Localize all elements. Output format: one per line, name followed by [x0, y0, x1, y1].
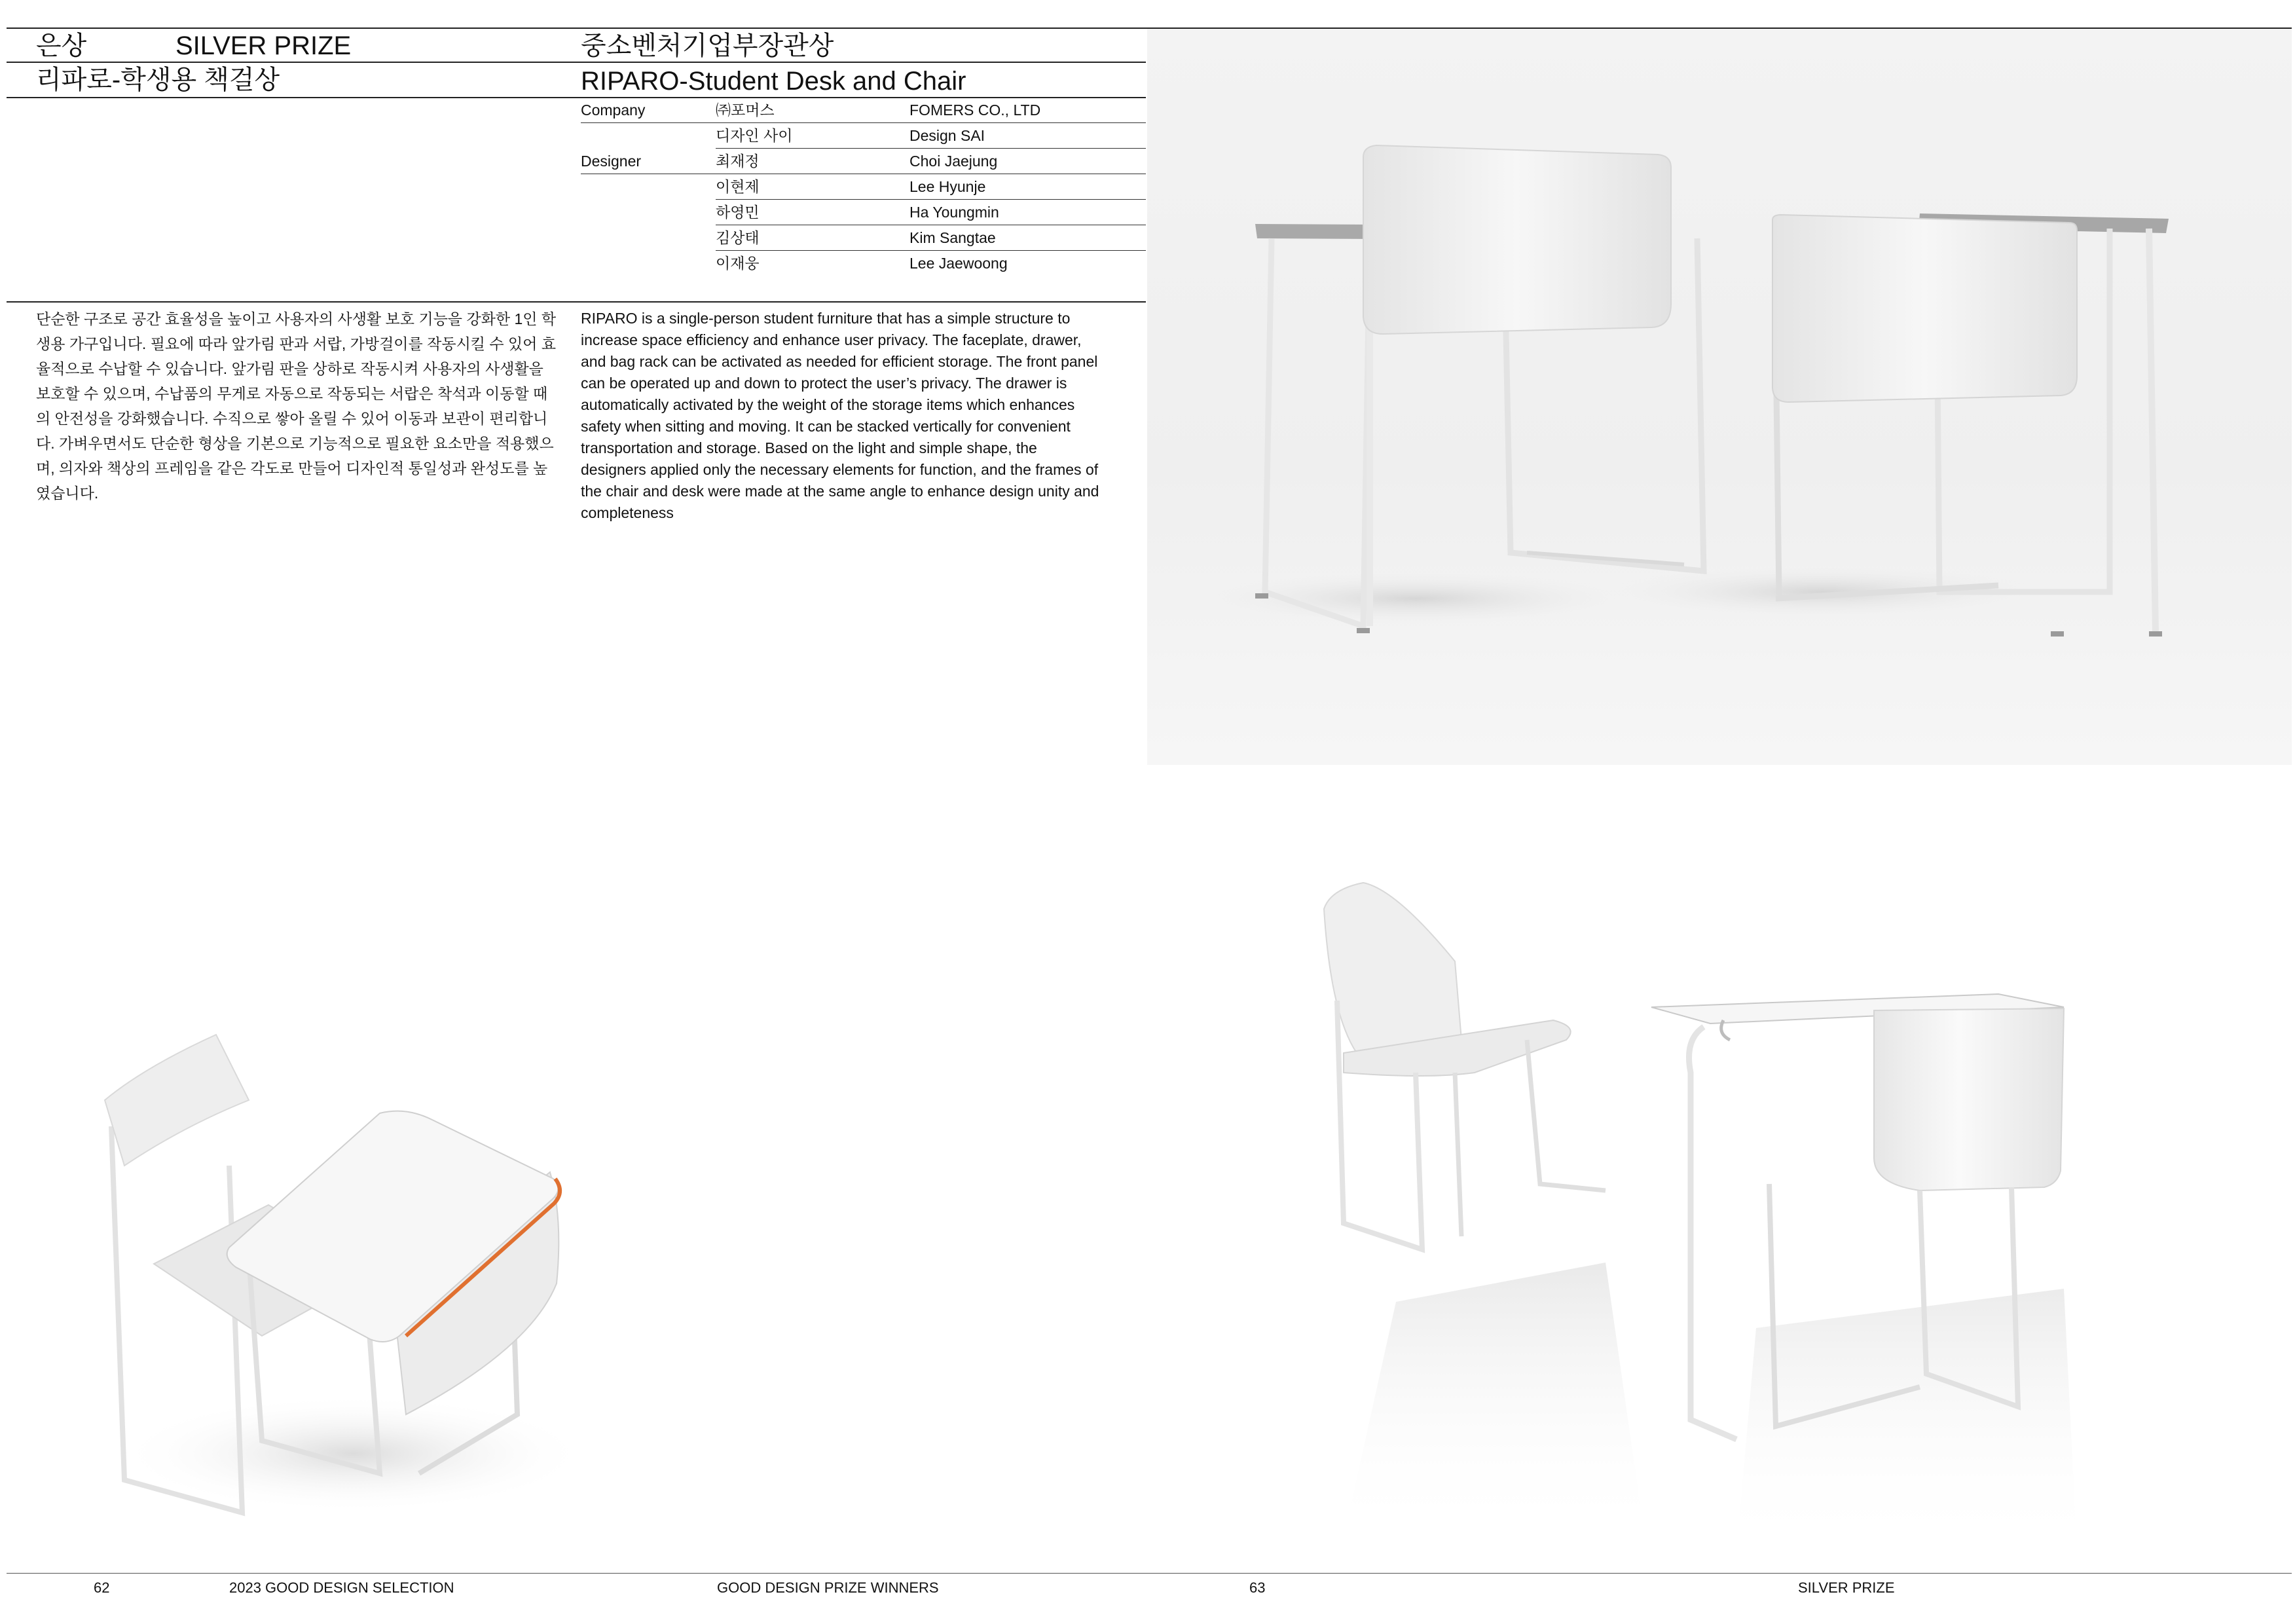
description-rule: [7, 301, 1146, 303]
desk-chair-perspective-illustration: [1147, 765, 2292, 1569]
credit-name-kr: 하영민: [716, 204, 760, 221]
credit-role: Company: [581, 101, 646, 119]
description-kr: 단순한 구조로 공간 효율성을 높이고 사용자의 사생활 보호 기능을 강화한 1인 학생용 가구입니다. 필요에 따라 앞가림 판과 서랍, 가방걸이를 작동시킬 수 있어 효율적으로 수납할 수 있습니다. 앞가림 판을 상하로 작동시켜 사용자의 사생활을 보호할 수 있으며, 수납품의 무게로 자동으로 작동되는 서랍은 착석과 이동할 때의 안전성을 강화했습니다. 수직으로 쌓아 올릴 수 있어 이동과 보관이 편리합니다. 가벼우면서도 단순한 형상을 기본으로 기능적으로 필요한 요소만을 적용했으며, 의자와 책상의 프레임을 같은 각도로 만들어 디자인적 통일성과 완성도를 높였습니다.: [36, 310, 557, 502]
ministry-prize-title: 중소벤처기업부장관상: [581, 31, 834, 60]
credit-row: [716, 251, 1146, 276]
desk-chair-top-view-illustration: [13, 760, 1146, 1569]
footer-title-right: SILVER PRIZE: [1798, 1579, 1895, 1596]
credit-row: [716, 200, 1146, 225]
credit-name-en: Choi Jaejung: [909, 153, 998, 170]
credit-row: [716, 123, 1146, 149]
credit-name-kr: 디자인 사이: [716, 127, 793, 144]
credit-name-kr: ㈜포머스: [716, 101, 775, 119]
header-rule: [7, 62, 1146, 63]
credit-name-en: Lee Hyunje: [909, 178, 986, 195]
credit-role: Designer: [581, 153, 642, 170]
credit-row: [581, 149, 1146, 174]
product-name-en: RIPARO-Student Desk and Chair: [581, 67, 966, 96]
page-number-left: 62: [94, 1579, 110, 1596]
credit-row: [581, 98, 1146, 123]
credit-name-en: FOMERS CO., LTD: [909, 101, 1041, 119]
award-title-kr: 은상: [36, 31, 87, 60]
credit-name-en: Lee Jaewoong: [909, 255, 1008, 272]
credits-table: [581, 98, 1146, 276]
photo-desk-chair-perspective: [1147, 765, 2292, 1569]
credit-name-kr: 김상태: [716, 229, 760, 246]
footer-rule: [7, 1573, 2292, 1574]
credit-name-en: Design SAI: [909, 127, 985, 144]
credit-name-kr: 이재웅: [716, 255, 760, 272]
award-title-en: SILVER PRIZE: [175, 31, 352, 60]
footer-title-center: GOOD DESIGN PRIZE WINNERS: [717, 1579, 939, 1596]
photo-desks-back-view: [1147, 29, 2292, 765]
desks-back-view-illustration: [1147, 29, 2292, 765]
page-number-right: 63: [1249, 1579, 1266, 1596]
product-name-kr: 리파로-학생용 책걸상: [36, 65, 280, 94]
credit-name-kr: 이현제: [716, 178, 760, 195]
credit-name-en: Kim Sangtae: [909, 229, 996, 246]
photo-desk-chair-top-view: [13, 760, 1146, 1569]
footer-title-left: 2023 GOOD DESIGN SELECTION: [229, 1579, 454, 1596]
description-en: RIPARO is a single-person student furniture that has a simple structure to increase space efficiency and enhance user privacy. The faceplate, drawer, and bag rack can be activated as needed for efficient storage. The front panel can be operated up and down to protect the user’s privacy. The drawer is automatically activated by the weight of the storage items which enhances safety when sitting and moving. It can be stacked vertically for convenient transportation and storage. Based on the light and simple shape, the designers applied only the necessary elements for function, and the frames of the chair and desk were made at the same angle to enhance design unity and completeness: [581, 310, 1099, 521]
credit-row: [716, 225, 1146, 251]
credit-name-en: Ha Youngmin: [909, 204, 999, 221]
credit-name-kr: 최재정: [716, 153, 760, 170]
credit-row: [716, 174, 1146, 200]
